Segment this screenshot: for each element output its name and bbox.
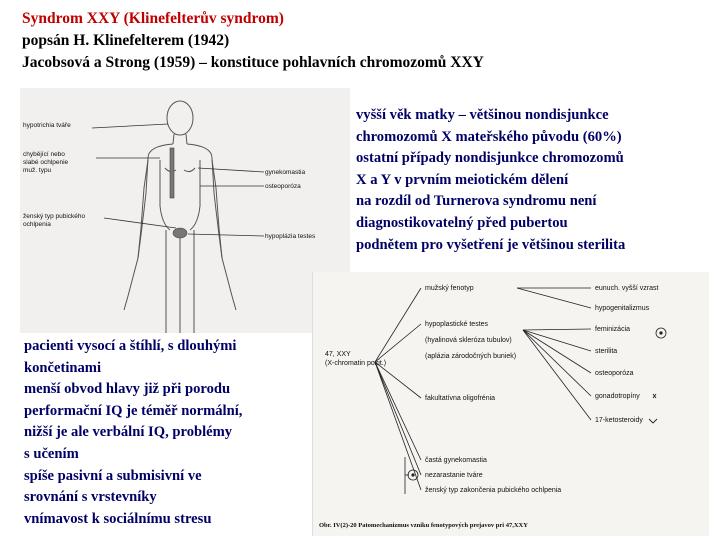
diagram-node-ketosteroids: 17-ketosteroidy (595, 417, 643, 424)
diagram-node-hyaline-sclerosis: (hyalinová skleróza tubulov) (425, 337, 512, 344)
diagram-node-eunuchoid-height: eunuch. vyšší vzrast (595, 285, 659, 292)
diagram-lines (313, 272, 709, 536)
left-text-line: menší obvod hlavy již při porodu (24, 381, 231, 398)
label-osteoporosis: osteoporóza (265, 183, 301, 190)
right-text-block (356, 105, 625, 256)
diagram-node-sterility: sterilita (595, 348, 618, 355)
diagram-root-xchromatin: (X-chromatin pozit.) (325, 360, 387, 367)
right-text-line: diagnostikovatelný před pubertou (356, 214, 568, 231)
left-text-line: performační IQ je téměř normální, (24, 402, 243, 419)
left-text-line: s učením (24, 445, 79, 462)
label-pubic-1: ženský typ pubického (23, 213, 86, 220)
right-text-line: na rozdíl od Turnerova syndromu není (356, 193, 597, 210)
left-text-line: pacienti vysocí a štíhlí, s dlouhými (24, 338, 237, 354)
label-hair-1: chybějící nebo (23, 151, 65, 158)
body-figure (20, 88, 350, 333)
diagram-node-gynecomastia: častá gynekomastia (425, 457, 487, 464)
left-text-line: vnímavost k sociálnímu stresu (24, 510, 212, 527)
left-text-line: končetinami (24, 359, 102, 376)
diagram-node-hypoplastic-testes: hypoplastické testes (425, 321, 489, 328)
right-text-line: X a Y v prvním meiotickém dělení (356, 171, 569, 188)
diagram-node-oligophrenia: fakultatívna oligofrénia (425, 395, 496, 402)
diagram-node-hypogenitalism: hypogenitalizmus (595, 305, 650, 312)
right-text-line: ostatní případy nondisjunkce chromozomů (356, 150, 624, 167)
left-text-line: spíše pasivní a submisivní ve (24, 467, 202, 484)
diagram-node-facial-hair: nezarastanie tváre (425, 472, 483, 479)
label-testes: hypoplázia testes (265, 233, 316, 240)
pathomechanism-diagram (312, 272, 709, 536)
right-text-line: vyšší věk matky – většinou nondisjunkce (356, 107, 609, 123)
heading-line-1 (22, 8, 484, 30)
heading (22, 8, 484, 74)
diagram-root-karyotype: 47, XXY (325, 351, 351, 358)
diagram-node-gonadotropins: gonadotropíny (595, 393, 640, 400)
label-gynecomastia: gynekomastia (265, 169, 306, 176)
diagram-node-germ-cell-aplasia: (aplázia zárodočných buniek) (425, 353, 517, 360)
syndrome-alt-name: (Klinefelterův syndrom) (119, 10, 284, 27)
left-text-line: srovnání s vrstevníky (24, 489, 157, 506)
right-text-line: chromozomů X mateřského původu (60%) (356, 128, 622, 145)
syndrome-name: Syndrom XXY (22, 10, 120, 27)
left-text-block (24, 336, 242, 530)
label-face: hypotrichia tváře (23, 122, 71, 129)
diagram-node-male-phenotype: mužský fenotyp (425, 285, 474, 292)
heading-line-2: popsán H. Klinefelterem (1942) (22, 32, 230, 49)
diagram-caption: Obr. IV(2)-20 Patomechanizmus vzniku fenotypových prejavov pri 47,XXY (319, 522, 528, 529)
label-hair-3: muž. typu (23, 167, 52, 174)
diagram-node-osteoporosis: osteoporóza (595, 370, 634, 377)
label-pubic-2: ochlpenia (23, 221, 51, 228)
diagram-node-pubic-hair: ženský typ zakončenia pubického ochlpenia (425, 487, 562, 494)
heading-line-3: Jacobsová a Strong (1959) – konstituce pohlavních chromozomů XXY (22, 54, 484, 71)
label-hair-2: slabé ochlpenie (23, 159, 69, 166)
left-text-line: nižší je ale verbální IQ, problémy (24, 424, 233, 441)
diagram-node-feminization: feminizácia (595, 326, 631, 333)
right-text-line: podnětem pro vyšetření je většinou sterilita (356, 236, 626, 253)
